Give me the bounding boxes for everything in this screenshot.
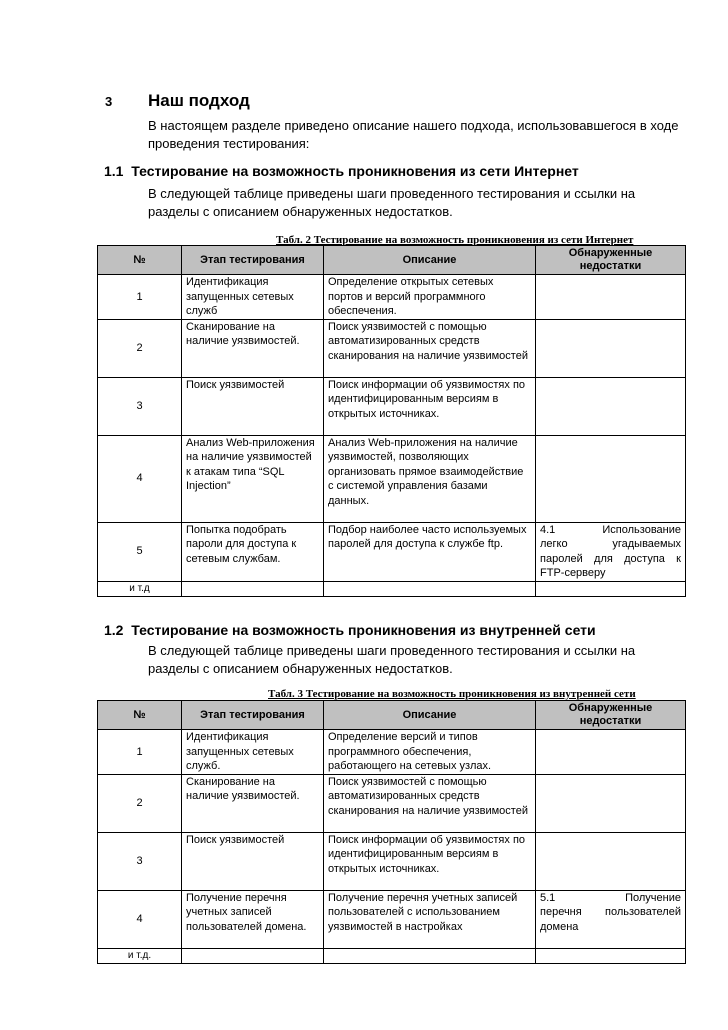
row-description: Поиск уязвимостей с помощью автоматизированных средств сканирования на наличие уязвимостей [324, 774, 536, 832]
subsection-1-number: 1.1 [104, 163, 124, 179]
finding-ref-title: Получение [625, 891, 681, 904]
row-number: 5 [98, 522, 182, 581]
row-findings [536, 832, 686, 890]
row-findings [536, 435, 686, 522]
row-description [324, 581, 536, 597]
subsection-2-number: 1.2 [104, 622, 124, 638]
row-findings [536, 730, 686, 775]
row-stage: Поиск уязвимостей [182, 377, 324, 435]
finding-ref-text: легко угадываемых паролей для доступа к FTP-серверу [540, 538, 681, 579]
row-number: 3 [98, 377, 182, 435]
subsection-2-title: Тестирование на возможность проникновения из внутренней сети [131, 622, 596, 638]
section-intro: В настоящем разделе приведено описание нашего подхода, использовавшегося в ходе проведения тестирования: [148, 118, 679, 151]
row-description: Анализ Web-приложения на наличие уязвимостей, позволяющих организовать прямое взаимодействие с системой управления базами данных. [324, 435, 536, 522]
row-stage: Идентификация запущенных сетевых служб. [182, 730, 324, 775]
row-stage: Сканирование на наличие уязвимостей. [182, 319, 324, 377]
row-findings [536, 275, 686, 320]
row-findings [536, 774, 686, 832]
table-3-caption: Табл. 3 Тестирование на возможность проникновения из внутренней сети [268, 688, 636, 700]
table-2-caption: Табл. 2 Тестирование на возможность проникновения из сети Интернет [276, 234, 634, 246]
row-stage: Сканирование на наличие уязвимостей. [182, 774, 324, 832]
row-number: 1 [98, 275, 182, 320]
header-description: Описание [324, 701, 536, 730]
table-header-row [98, 246, 686, 275]
row-description [324, 948, 536, 964]
finding-ref-title: Использование [602, 523, 681, 536]
row-findings [536, 948, 686, 964]
header-findings: Обнаруженные недостатки [536, 246, 686, 275]
table-row [98, 890, 686, 948]
row-number: 4 [98, 890, 182, 948]
row-description: Поиск информации об уязвимостях по идентифицированным версиям в открытых источниках. [324, 832, 536, 890]
table-header-row [98, 701, 686, 730]
table-row [98, 948, 686, 964]
row-number: и т.д. [98, 948, 182, 964]
finding-ref-line [540, 891, 681, 906]
table-2 [97, 245, 686, 597]
header-findings: Обнаруженные недостатки [536, 701, 686, 730]
row-stage: Попытка подобрать пароли для доступа к сетевым службам. [182, 522, 324, 581]
row-number: 3 [98, 832, 182, 890]
row-stage [182, 581, 324, 597]
row-findings [536, 890, 686, 948]
row-number: и т.д [98, 581, 182, 597]
table-row [98, 377, 686, 435]
row-description: Подбор наиболее часто используемых паролей для доступа к службе ftp. [324, 522, 536, 581]
row-stage: Поиск уязвимостей [182, 832, 324, 890]
row-stage: Анализ Web-приложения на наличие уязвимостей к атакам типа “SQL Injection” [182, 435, 324, 522]
table-row [98, 581, 686, 597]
row-number: 4 [98, 435, 182, 522]
row-findings [536, 377, 686, 435]
row-stage: Идентификация запущенных сетевых служб [182, 275, 324, 320]
subsection-2-heading [104, 622, 596, 638]
table-row [98, 435, 686, 522]
header-num: № [98, 246, 182, 275]
table-row [98, 774, 686, 832]
row-findings [536, 522, 686, 581]
table-row [98, 319, 686, 377]
finding-ref-text: перечня пользователей домена [540, 906, 681, 933]
row-stage: Получение перечня учетных записей пользователей домена. [182, 890, 324, 948]
row-stage [182, 948, 324, 964]
section-number: 3 [105, 94, 113, 109]
row-description: Получение перечня учетных записей пользователей с использованием уязвимостей в настройках [324, 890, 536, 948]
subsection-2-intro: В следующей таблице приведены шаги проведенного тестирования и ссылки на разделы с описанием обнаруженных недостатков. [148, 643, 636, 676]
table-row [98, 522, 686, 581]
header-description: Описание [324, 246, 536, 275]
row-findings [536, 581, 686, 597]
row-description: Определение версий и типов программного обеспечения, работающего на сетевых узлах. [324, 730, 536, 775]
table-row [98, 832, 686, 890]
finding-ref-number: 5.1 [540, 891, 556, 904]
table-row [98, 730, 686, 775]
table-3 [97, 700, 686, 964]
row-number: 2 [98, 319, 182, 377]
finding-ref-number: 4.1 [540, 523, 556, 536]
table-row [98, 275, 686, 320]
header-num: № [98, 701, 182, 730]
section-title: Наш подход [148, 91, 250, 110]
row-number: 2 [98, 774, 182, 832]
subsection-1-intro: В следующей таблице приведены шаги проведенного тестирования и ссылки на разделы с описанием обнаруженных недостатков. [148, 186, 636, 219]
row-description: Поиск информации об уязвимостях по идентифицированным версиям в открытых источниках. [324, 377, 536, 435]
row-description: Поиск уязвимостей с помощью автоматизированных средств сканирования на наличие уязвимостей [324, 319, 536, 377]
finding-ref-line [540, 523, 681, 538]
row-findings [536, 319, 686, 377]
subsection-1-heading [104, 163, 579, 179]
subsection-1-title: Тестирование на возможность проникновения из сети Интернет [131, 163, 579, 179]
header-stage: Этап тестирования [182, 701, 324, 730]
header-stage: Этап тестирования [182, 246, 324, 275]
row-description: Определение открытых сетевых портов и версий программного обеспечения. [324, 275, 536, 320]
row-number: 1 [98, 730, 182, 775]
